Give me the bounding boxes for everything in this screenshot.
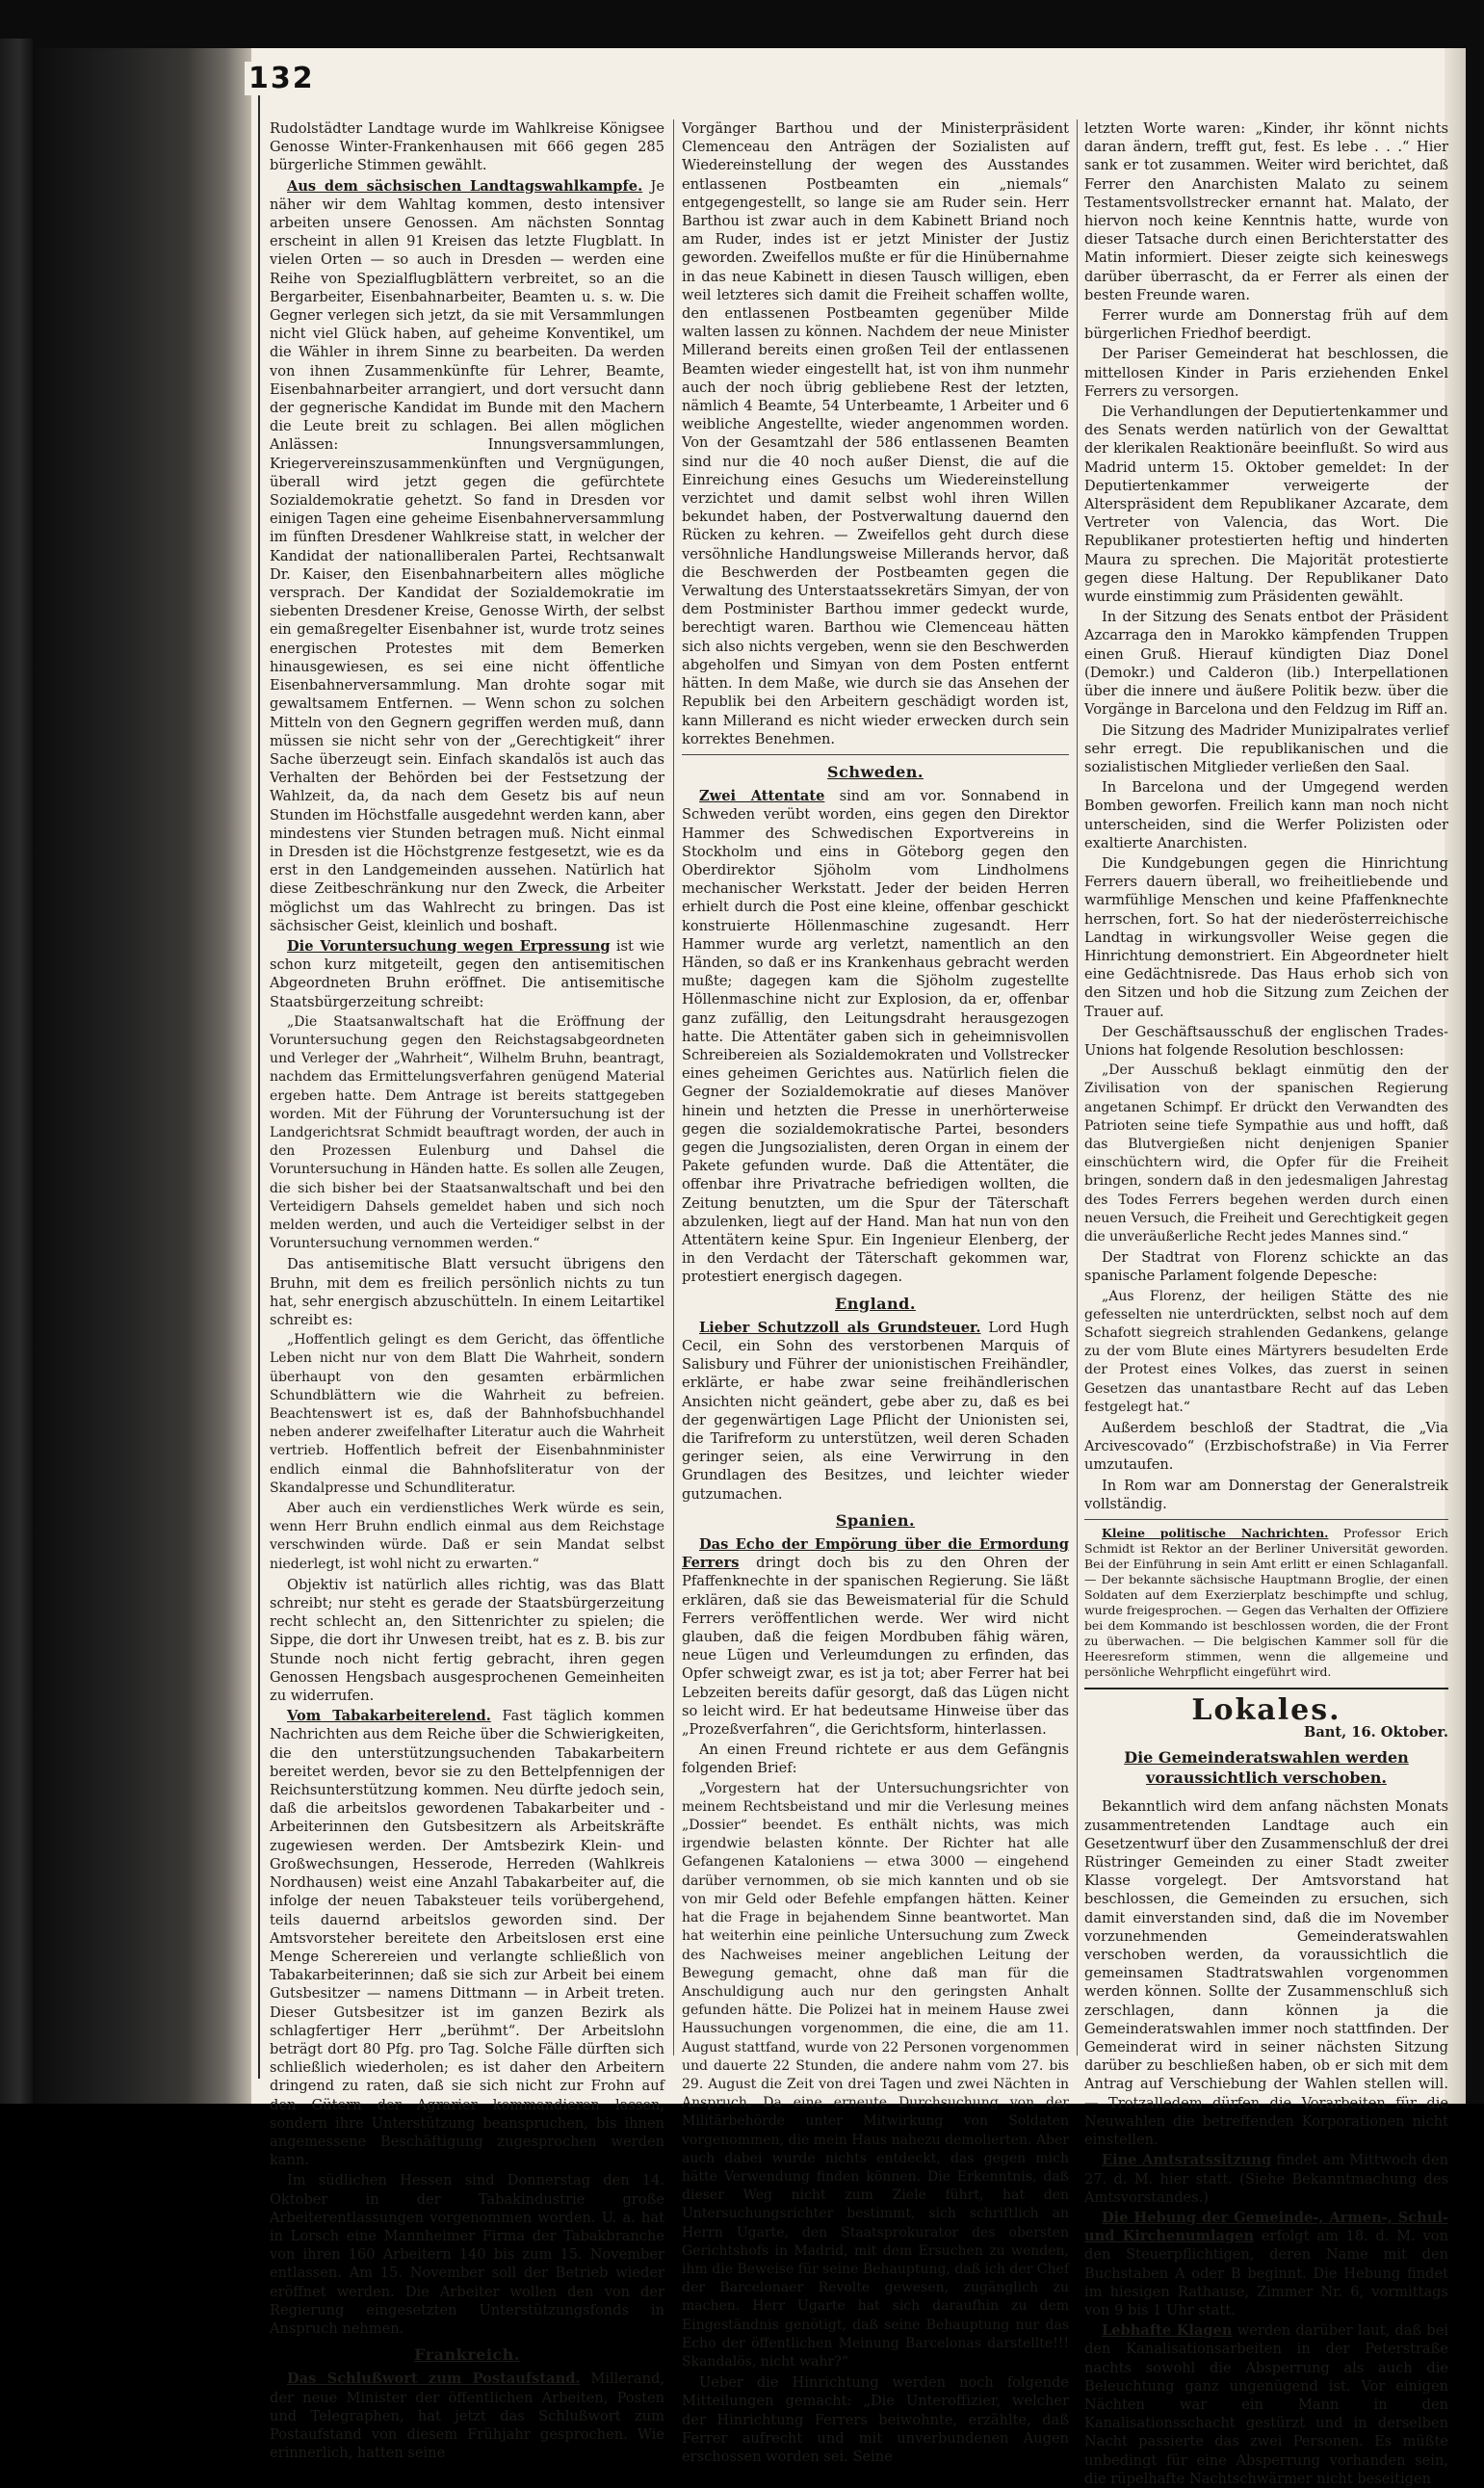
paragraph: Die Verhandlungen der Deputiertenkammer und des Senats werden natürlich von der Gewalttat der klerikalen Reaktionäre beeinflußt. So wird aus Madrid unterm 15. Oktober gemeldet: In der Deputiertenkammer verweigerte der Alterspräsident dem Republikaner Azcarate, dem Vertreter von Valencia, das Wort. Die Republikaner protestierten heftig und hinderten Maura zu sprechen. Die Majorität protestierte gegen diese Haltung. Der Republikaner Dato wurde einstimmig zum Präsidenten gewählt. [1084, 404, 1448, 606]
article-text: werden darüber laut, daß bei den Kanalisationsarbeiten in der Peterstraße nachts sowohl die Absperrung als auch die Beleuchtung ganz ungenügend ist. Vor einigen Nächten war ein Mann in den Kanalisationsschacht gestürzt und in derselben Nacht passierte das zwei Personen. Es müßte unbedingt für eine Absperrung vorhanden sein, die rüpelhafte Nachtschwärmer nicht beseitigen [1084, 2322, 1448, 2487]
paragraph [270, 2370, 664, 2462]
quote: Aber auch ein verdienstliches Werk würde es sein, wenn Herr Bruhn endlich einmal aus dem Reichstage verschwinden würde. Daß er sein Mandat selbst niederlegt, ist wohl nicht zu erwarten.“ [270, 1501, 664, 1572]
short-news [1084, 1526, 1448, 1680]
article-text: Lord Hugh Cecil, ein Sohn des verstorbenen Marquis of Salisbury und Führer der unionistischen Freihändler, erklärte, er habe zwar seine freihändlerischen Ansichten nicht geändert, gebe aber zu, daß es bei der gegenwärtigen Lage Pflicht der Unionisten sei, die Tarifreform zu unterstützen, weil deren Schaden geringer seien, als eine Verwirrung in den Grundlagen des Besitzes, und leichter wieder gutzumachen. [682, 1319, 1070, 1503]
paragraph: Ferrer wurde am Donnerstag früh auf dem bürgerlichen Friedhof beerdigt. [1084, 307, 1448, 343]
article-heading: Die Hebung der Gemeinde-, Armen-, Schul- und Kirchenumlagen [1084, 2209, 1448, 2245]
article-text: Je näher wir dem Wahltag kommen, desto intensiver arbeiten unsere Genossen. Am nächsten Sonntag erscheint in allen 91 Kreisen das letzte Flugblatt. In vielen Orten — so auch in Dresden — werden eine Reihe von Spezialflugblättern verbreitet, so an die Bergarbeiter, Eisenbahnarbeiter, Beamten u. s. w. Die Gegner verlegen sich jetzt, da sie mit Versammlungen nicht viel Glück haben, auf geheime Konventikel, um die Wähler in ihrem Sinne zu bearbeiten. Da werden von ihnen Zusammenkünfte für Lehrer, Beamte, Eisenbahnarbeiter arrangiert, und dort versucht dann der gegnerische Kandidat im Bunde mit den Machern die Leute breit zu schlagen. Bei allen möglichen Anlässen: Innungsversammlungen, Kriegervereinszusammenkünften und Vergnügungen, überall wird jetzt gegen die gefürchtete Sozialdemokratie gehetzt. So fand in Dresden vor einigen Tagen eine geheime Eisenbahnerversammlung im fünften Dresdener Wahlkreise statt, in welcher der Kandidat der nationalliberalen Partei, Rechtsanwalt Dr. Kaiser, den Eisenbahnarbeitern alles mögliche versprach. Der Kandidat der Sozialdemokratie im siebenten Dresdener Kreise, Genosse Wirth, der selbst ein gemaßregelter Eisenbahner ist, wurde trotz seines energischen Protestes mit dem Bemerken hinausgewiesen, es sei eine nicht öffentliche Eisenbahnerversammlung. Man drohte sogar mit gewaltsamem Entfernen. — Wenn schon zu solchen Mitteln von den Gegnern gegriffen werden muß, dann müssen sie nicht sehr von der „Gerechtigkeit“ ihrer Sache überzeugt sein. Einfach skandalös ist auch das Verhalten der Behörden bei der Festsetzung der Wahlzeit, da, da nach dem Gesetz bis auf neun Stunden im Höchstfalle ausgedehnt werden kann, aber mindestens vier Stunden betragen muß. Nicht einmal in Dresden ist die Höchstgrenze festgesetzt, wie es da erst in den Landgemeinden aussehen. Natürlich hat diese Zeitbeschränkung nur den Zweck, die Arbeiter möglichst um das Wahlrecht zu bringen. Das ist sächsischer Geist, kleinlich und boshaft. [270, 177, 664, 934]
paragraph: Ueber die Hinrichtung werden noch folgende Mitteilungen gemacht: „Die Unteroffizier, welcher der Hinrichtung Ferrers beiwohnte, erzählte, daß Ferrer aufrecht und mit unverbundenen Augen erschossen worden sei. Seine [682, 2374, 1069, 2465]
paragraph: In Barcelona und der Umgegend werden Bomben geworfen. Freilich kann man noch nicht unterscheiden, sind die Werfer Polizisten oder exaltierte Anarchisten. [1084, 779, 1448, 851]
article-text: erfolgt am 18. d. M. von den Steuerpflichtigen, deren Name mit den Buchstaben A oder B beginnt. Die Hebung findet im hiesigen Rathause, Zimmer Nr. 6, vormittags von 9 bis 1 Uhr statt. [1084, 2228, 1448, 2318]
article-heading: Lieber Schutzzoll als Grundsteuer. [699, 1319, 981, 1336]
article-heading: Das Schlußwort zum Postaufstand. [287, 2370, 581, 2388]
article-text: sind am vor. Sonnabend in Schweden verübt worden, eins gegen den Direktor Hammer des Schwedischen Exportvereins in Stockholm und eins in Göteborg gegen den Oberdirektor Sjöholm vom Lindholmens mechanischer Werkstatt. Jeder der beiden Herren erhielt durch die Post eine kleine, offenbar geschickt konstruierte Höllenmaschine zugesandt. Herr Hammer wurde arg verletzt, namentlich an den Händen, so daß er ins Krankenhaus gebracht werden mußte; dagegen kam die Sjöholm zugestellte Höllenmaschine nicht zur Explosion, da er, offenbar ganz zufällig, den Leitungsdraht herausgezogen hatte. Die Attentäter gaben sich in geheimnisvollen Schreibereien als Sozialdemokraten und Vollstrecker eines geheimen Gerichtes aus. Natürlich fielen die Gegner der Sozialdemokratie auf dieses Manöver hinein und hetzten die Presse in unerhörterweise gegen die sozialdemokratische Partei, besonders gegen die Jungsozialisten, deren Organ in einem der Pakete gefunden wurde. Daß die Attentäter, die offenbar ihre Privatrache befriedigen wollten, die Zeitung benutzten, um die Spur der Täterschaft abzulenken, liegt auf der Hand. Man hat nun von den Attentätern keine Spur. Ein Ingenieur Elenberg, der in den Verdacht der Täterschaft gekommen war, protestiert energisch dagegen. [682, 788, 1069, 1286]
column-rule [1077, 119, 1078, 2056]
gutter-line [258, 75, 260, 2079]
article-text: Fast täglich kommen Nachrichten aus dem Reiche über die Schwierigkeiten, die den unterstützungsuchenden Tabakarbeitern bereitet werden, bevor sie zu den Bettelpfennigen der Reichsunterstützung kommen. Neu dürfte jedoch sein, daß die arbeitslos gewordenen Tabakarbeiter und -Arbeiterinnen den Gutsbesitzern als Arbeitskräfte zugewiesen werden. Der Amtsbezirk Klein- und Großwechsungen, Hesserode, Herreden (Wahlkreis Nordhausen) weist eine Anzahl Tabakarbeiter auf, die infolge der neuen Tabaksteuer teils vorübergehend, teils dauernd arbeitslos geworden sind. Der Amtsvorsteher bereitete den Arbeitslosen erst eine Menge Scherereien und verlangte schließlich von Tabakarbeiterinnen; daß sie sich zur Arbeit bei einem Gutsbesitzer — namens Dittmann — in Arbeit treten. Dieser Gutsbesitzer ist im ganzen Bezirk als schlagfertiger Herr „berühmt“. Der Arbeitslohn beträgt dort 80 Pfg. pro Tag. Solche Fälle dürften sich schließlich wiederholen; es ist daher den Arbeitern dringend zu raten, daß sie sich nicht zur Frohn auf den Gütern der Agrarier kommandieren lassen, sondern ihre Unterstützung beanspruchen, bis ihnen angemessene Beschäftigung zugesprochen werden kann. [270, 1708, 665, 2169]
paragraph: In Rom war am Donnerstag der Generalstreik vollständig. [1084, 1477, 1448, 1512]
paragraph: Der Geschäftsausschuß der englischen Trades-Unions hat folgende Resolution beschlossen: [1084, 1023, 1448, 1059]
section-heading-spanien: Spanien. [835, 1510, 916, 1530]
paragraph [270, 937, 664, 1011]
paragraph [1084, 2321, 1448, 2488]
divider [1084, 1688, 1448, 1689]
column-3 [1084, 119, 1449, 2487]
paragraph: Die Kundgebungen gegen die Hinrichtung Ferrers dauern überall, wo freiheitliebende und warmfühlige Menschen und keine Pfaffenknechte herrschen, fort. So hat der niederösterreichische Landtag in wirkungsvoller Weise gegen die Hinrichtung demonstriert. Ein Abgeordneter hielt eine Gedächtnisrede. Das Haus erhob sich von den Sitzen und hob die Sitzung zum Zeichen der Trauer auf. [1084, 854, 1448, 1020]
paragraph: Die Sitzung des Madrider Munizipalrates verlief sehr erregt. Die republikanischen und die sozialistischen Mitglieder verließen den Saal. [1084, 721, 1448, 775]
article-heading: Die Voruntersuchung wegen Erpressung [287, 937, 611, 955]
quote: „Die Staatsanwaltschaft hat die Eröffnung der Voruntersuchung gegen den Reichstagsabgeordneten und Verleger der „Wahrheit“, Wilhelm Bruhn, beantragt, nachdem das Ermittelungsverfahren genügend Material ergeben hatte. Dem Antrage ist bereits stattgegeben worden. Mit der Führung der Voruntersuchung ist der Landgerichtsrat Schmidt beauftragt worden, der auch in den Prozessen Eulenburg und Dahsel die Voruntersuchung in Händen hatte. Es sollen alle Zeugen, die sich bisher bei der Staatsanwaltschaft und bei den Verteidigern Dahsels gemeldet haben und sich noch melden werden, und auch die Verteidiger selbst in der Voruntersuchung vernommen werden.“ [270, 1013, 664, 1252]
article-heading: Vom Tabakarbeiterelend. [287, 1708, 491, 1725]
section-heading-frankreich: Frankreich. [414, 2345, 520, 2365]
dateline: Bant, 16. Oktober. [1304, 1724, 1448, 1742]
paragraph: Im südlichen Hessen sind Donnerstag den 14. Oktober in der Tabakindustrie große Arbeiterentlassungen vorgenommen worden. U. a. hat in Lorsch eine Mannheimer Firma der Tabakbranche von ihren 160 Arbeitern 140 bis zum 15. November entlassen. Am 15. November soll der Betrieb wieder eröffnet werden. Die Arbeiter wollen den von der Regierung eingesetzten Unterstützungsfonds in Anspruch nehmen. [270, 2172, 664, 2337]
section-heading-lokales: Lokales. [1191, 1693, 1341, 1728]
paragraph: Vorgänger Barthou und der Ministerpräsident Clemenceau den Anträgen der Sozialisten auf Wiedereinstellung der wegen des Ausstandes entlassenen Postbeamten ein „niemals“ entgegengestellt, so lange sie am Ruder sein. Herr Barthou ist zwar auch in dem Kabinett Briand noch am Ruder, indes ist er jetzt Minister der Justiz geworden. Zweifellos mußte er für die Hinübernahme in das neue Kabinett in diesen Tausch willigen, eben weil letzteres sich damit die Freiheit schaffen wollte, den entlassenen Postbeamten gegenüber Milde walten lassen zu können. Nachdem der neue Minister Millerand bereits einen großen Teil der entlassenen Beamten wieder eingestellt hat, ist von ihm nunmehr auch der noch übrig gebliebene Rest der letzten, nämlich 4 Beamte, 54 Unterbeamte, 1 Arbeiter und 6 weibliche Angestellte, wieder angenommen worden. Von der Gesamtzahl der 586 entlassenen Beamten sind nur die 40 noch außer Dienst, die auf die Einreichung eines Gesuchs um Wiedereinstellung verzichtet und damit selbst wohl ihren Willen bekundet haben, der Postverwaltung dauernd den Rücken zu kehren. — Zweifellos geht durch diese versöhnliche Handlungsweise Millerands hervor, daß die Beschwerden der Postbeamten gegen die Verwaltung des Unterstaatssekretärs Simyan, der von dem Postminister Barthou immer gedeckt wurde, berechtigt waren. Barthou wie Clemenceau hätten sich also nichts vergeben, wenn sie den Beschwerden abgeholfen und Simyan von dem Posten entfernt hätten. In dem Maße, wie durch sie das Ansehen der Republik bei den Arbeitern geschädigt worden ist, kann Millerand es nicht wieder erwecken durch sein korrektes Benehmen. [682, 120, 1069, 747]
paragraph: Der Stadtrat von Florenz schickte an das spanische Parlament folgende Depesche: [1084, 1249, 1448, 1285]
article-text: Millerand, der neue Minister der öffentlichen Arbeiten, Posten und Telegraphen, hat jetzt das Schlußwort zum Postaufstand von diesem Frühjahr gesprochen. Wie erinnerlich, hatten seine [270, 2370, 664, 2462]
paragraph [682, 1535, 1069, 1739]
article-heading: Das Echo der Empörung über die Ermordung Ferrers [682, 1536, 1069, 1572]
quote: „Aus Florenz, der heiligen Stätte des nie gefesselten nie unterdrückten, selbst noch auf dem Schafott siegreich strahlenden Gedankens, gelange zu der vom Blute eines Märtyrers besudelten Erde der Protest eines Volkes, das zuerst in seinen Gesetzen das unantastbare Recht auf das Leben festgelegt hat.“ [1084, 1288, 1448, 1415]
scan-shadow [35, 48, 251, 2104]
section-heading-schweden: Schweden. [827, 762, 924, 781]
article-heading: Zwei Attentate [699, 788, 825, 805]
paragraph: letzten Worte waren: „Kinder, ihr könnt nichts daran ändern, trefft gut, fest. Es lebe . . .“ Hier sank er tot zusammen. Weiter wird berichtet, daß Ferrer den Anarchisten Malato zu seinem Testamentsvollstrecker ernannt hat. Malato, der hiervon noch keine Kenntnis hatte, wurde von dieser Tatsache durch einen Berichterstatter des Matin informiert. Dieser zeigte sich keineswegs darüber überrascht, da er Ferrer als einen der besten Freunde waren. [1084, 120, 1448, 303]
article-heading: Eine Amtsratssitzung [1102, 2152, 1272, 2169]
short-news-heading: Kleine politische Nachrichten. [1102, 1526, 1329, 1541]
article-headline: Die Gemeinderatswahlen werden voraussichtlich verschoben. [1124, 1748, 1409, 1788]
page-number: 132 [245, 62, 319, 95]
divider [682, 754, 1069, 755]
article-heading: Aus dem sächsischen Landtagswahlkampfe. [287, 177, 643, 195]
article-text: ist wie schon kurz mitgeteilt, gegen den antisemitischen Abgeordneten Bruhn eröffnet. Die antisemitische Staatsbürgerzeitung schreibt: [270, 937, 664, 1010]
column-2 [682, 119, 1070, 2465]
paragraph [682, 787, 1069, 1286]
paragraph: Bekanntlich wird dem anfang nächsten Monats zusammentretenden Landtage auch ein Gesetzentwurf über den Zusammenschluß der drei Rüstringer Gemeinden zu einer Stadt zweiter Klasse vorgelegt. Der Amtsvorstand hat beschlossen, die Gemeinden zu ersuchen, sich damit einverstanden sind, daß die im November vorzunehmenden Gemeinderatswahlen verschoben werden, da voraussichtlich die gemeinsamen Stadtratswahlen vorgenommen werden können. Sollte der Zusammenschluß sich zerschlagen, dann können ja die Gemeinderatswahlen immer noch stattfinden. Der Gemeinderat wird in seiner nächsten Sitzung darüber zu beschließen haben, ob er sich mit dem Antrag auf Verschiebung der Wahlen stellen will. — Trotzalledem dürfen die Vorarbeiten für die Neuwahlen die betreffenden Korporationen nicht einstellen. [1084, 1798, 1448, 2149]
quote: „Der Ausschuß beklagt einmütig den der Zivilisation von der spanischen Regierung angetanen Schimpf. Er drückt den Verwandten des Patrioten seine tiefe Sympathie aus und hofft, daß das Blutvergießen nicht denjenigen Spanier einschüchtern wird, die Opfer für die Freiheit bringen, sondern daß in den jedesmaligen Jahrestag des Todes Ferrers begehen werden durch einen neuen Versuch, die Freiheit und Gerechtigkeit gegen die unveräußerliche Recht jedes Mannes sind.“ [1084, 1062, 1448, 1244]
paragraph: An einen Freund richtete er aus dem Gefängnis folgenden Brief: [682, 1742, 1069, 1777]
article-text: findet am Mittwoch den 27. d. M. hier statt. (Siehe Bekanntmachung des Amtsvorstandes.) [1084, 2152, 1449, 2206]
short-news-text: Professor Erich Schmidt ist Rektor an der Berliner Universität geworden. Bei der Einführung in sein Amt erlitt er einen Schlaganfall. — Der bekannte sächsische Hauptmann Broglie, der einen Soldaten auf dem Exerzierplatz beschimpfte und schlug, wurde freigesprochen. — Gegen das Verhalten der Offiziere bei dem Kommando ist beschlossen worden, die der Front zu überwachen. — Die belgischen Kammer soll für die Heeresreform stimmen, wenn die allgemeine und persönliche Wehrpflicht eingeführt wird. [1084, 1526, 1448, 1680]
paragraph [1084, 2209, 1448, 2319]
paragraph [270, 1707, 664, 2169]
paragraph: Das antisemitische Blatt versucht übrigens den Bruhn, mit dem es freilich persönlich nichts zu tun hat, sehr energisch abzuschütteln. In einem Leitartikel schreibt es: [270, 1256, 664, 1328]
paragraph [682, 1319, 1069, 1504]
divider [1084, 1519, 1448, 1520]
quote: „Vorgestern hat der Untersuchungsrichter von meinem Rechtsbeistand und mir die Verlesung meines „Dossier“ beendet. Es enthält nichts, was mich irgendwie belasten könnte. Der Richter hat alle Gefangenen Kataloniens — etwa 3000 — eingehend darüber vernommen, ob sie mich kannten und ob sie von mir Geld oder Befehle empfangen hätten. Keiner hat die Frage in bejahendem Sinne beantwortet. Man hat weiterhin eine peinliche Untersuchung zum Zweck des Nachweises meiner angeblichen Leitung der Bewegung gemacht, ohne daß man für die Anschuldigung auch nur den geringsten Anhalt gefunden hätte. Die Polizei hat in meinem Hause zwei Haussuchungen vorgenommen, die eine, die am 11. August stattfand, wurde von 22 Personen vorgenommen und dauerte 22 Stunden, die andere nahm vom 27. bis 29. August die Zeit von drei Tagen und zwei Nächten in Anspruch. Da eine erneute Durchsuchung von der Militärbehörde unter Mitwirkung von Soldaten vorgenommen, die mein Haus nahezu demolierten. Aber auch dabei wurde nichts entdeckt, das gegen mich hätte Verwendung finden können. Die Erkenntnis, daß dieser Weg nicht zum Ziele führt, hat den Untersuchungsrichter bestimmt, sich schriftlich an Herrn Ugarte, den Staatsprokurator des obersten Gerichtshofs in Madrid, mit dem Ersuchen zu wenden, ihm die Beweise für seine Behauptung, daß ich der Chef der Barcelonaer Revolte gewesen, zugänglich zu machen. Herr Ugarte hat sich daraufhin zu dem Eingeständnis genötigt, daß seine Behauptung nur das Echo der öffentlichen Meinung Barcelonas darstellte!!! Skandalös, nicht wahr?“ [682, 1780, 1069, 2370]
paragraph: Rudolstädter Landtage wurde im Wahlkreise Königsee Genosse Winter-Frankenhausen mit 666 gegen 285 bürgerliche Stimmen gewählt. [270, 120, 664, 174]
article-text: dringt doch bis zu den Ohren der Pfaffenknechte in der spanischen Regierung. Sie läßt erklären, daß sie das Beweismaterial für die Schuld Ferrers veröffentlichen werde. Wer wird nicht glauben, daß die feigen Mordbuben fähig wären, neue Lügen und Verleumdungen zu erfinden, das Opfer schweigt zwar, es ist ja tot; aber Ferrer hat bei Lebzeiten bereits dafür gesorgt, daß das Lügen nicht so leicht wird. Er hat bedeutsame Hinweise über das „Prozeßverfahren“, die Gerichtsform, hinterlassen. [682, 1555, 1070, 1739]
paragraph: In der Sitzung des Senats entbot der Präsident Azcarraga den in Marokko kämpfenden Truppen einen Gruß. Hierauf kündigten Diaz Donel (Demokr.) und Calderon (lib.) Interpellationen über die innere und äußere Politik bezw. über die Vorgänge in Barcelona und den Feldzug im Riff an. [1084, 609, 1448, 719]
newspaper-page [35, 48, 1466, 2487]
column-1 [270, 119, 665, 2462]
binding-edge [0, 39, 33, 2104]
paragraph: Objektiv ist natürlich alles richtig, was das Blatt schreibt; nur steht es gerade der Staatsbürgerzeitung recht schlecht an, den Sittenrichter zu spielen; die Sippe, die dort ihr Unwesen treibt, hat es z. B. bis zur Stunde noch nicht fertig gebracht, ihren gegen Genossen Hengsbach ausgesprochenen Gemeinheiten zu widerrufen. [270, 1576, 664, 1705]
paragraph [1084, 2151, 1448, 2207]
quote: „Hoffentlich gelingt es dem Gericht, das öffentliche Leben nicht nur von dem Blatt Die Wahrheit, sondern überhaupt von den gesamten erbärmlichen Schundblättern wie die Wahrheit zu befreien. Beachtenswert ist es, daß der Bahnhofsbuchhandel neben anderer zweifelhafter Literatur auch die Wahrheit vertrieb. Hoffentlich befreit der Eisenbahnminister endlich einmal die Bahnhofsliteratur von der Skandalpresse und Schundliteratur. [270, 1332, 664, 1496]
paragraph [270, 177, 664, 935]
column-rule [673, 119, 674, 2056]
paragraph: Außerdem beschloß der Stadtrat, die „Via Arcivescovado“ (Erzbischofstraße) in Via Ferrer umzutaufen. [1084, 1420, 1448, 1474]
section-heading-england: England. [835, 1294, 916, 1313]
paragraph: Der Pariser Gemeinderat hat beschlossen, die mittellosen Kinder in Paris erziehenden Enkel Ferrers zu versorgen. [1084, 346, 1448, 400]
article-heading: Lebhafte Klagen [1102, 2322, 1233, 2340]
